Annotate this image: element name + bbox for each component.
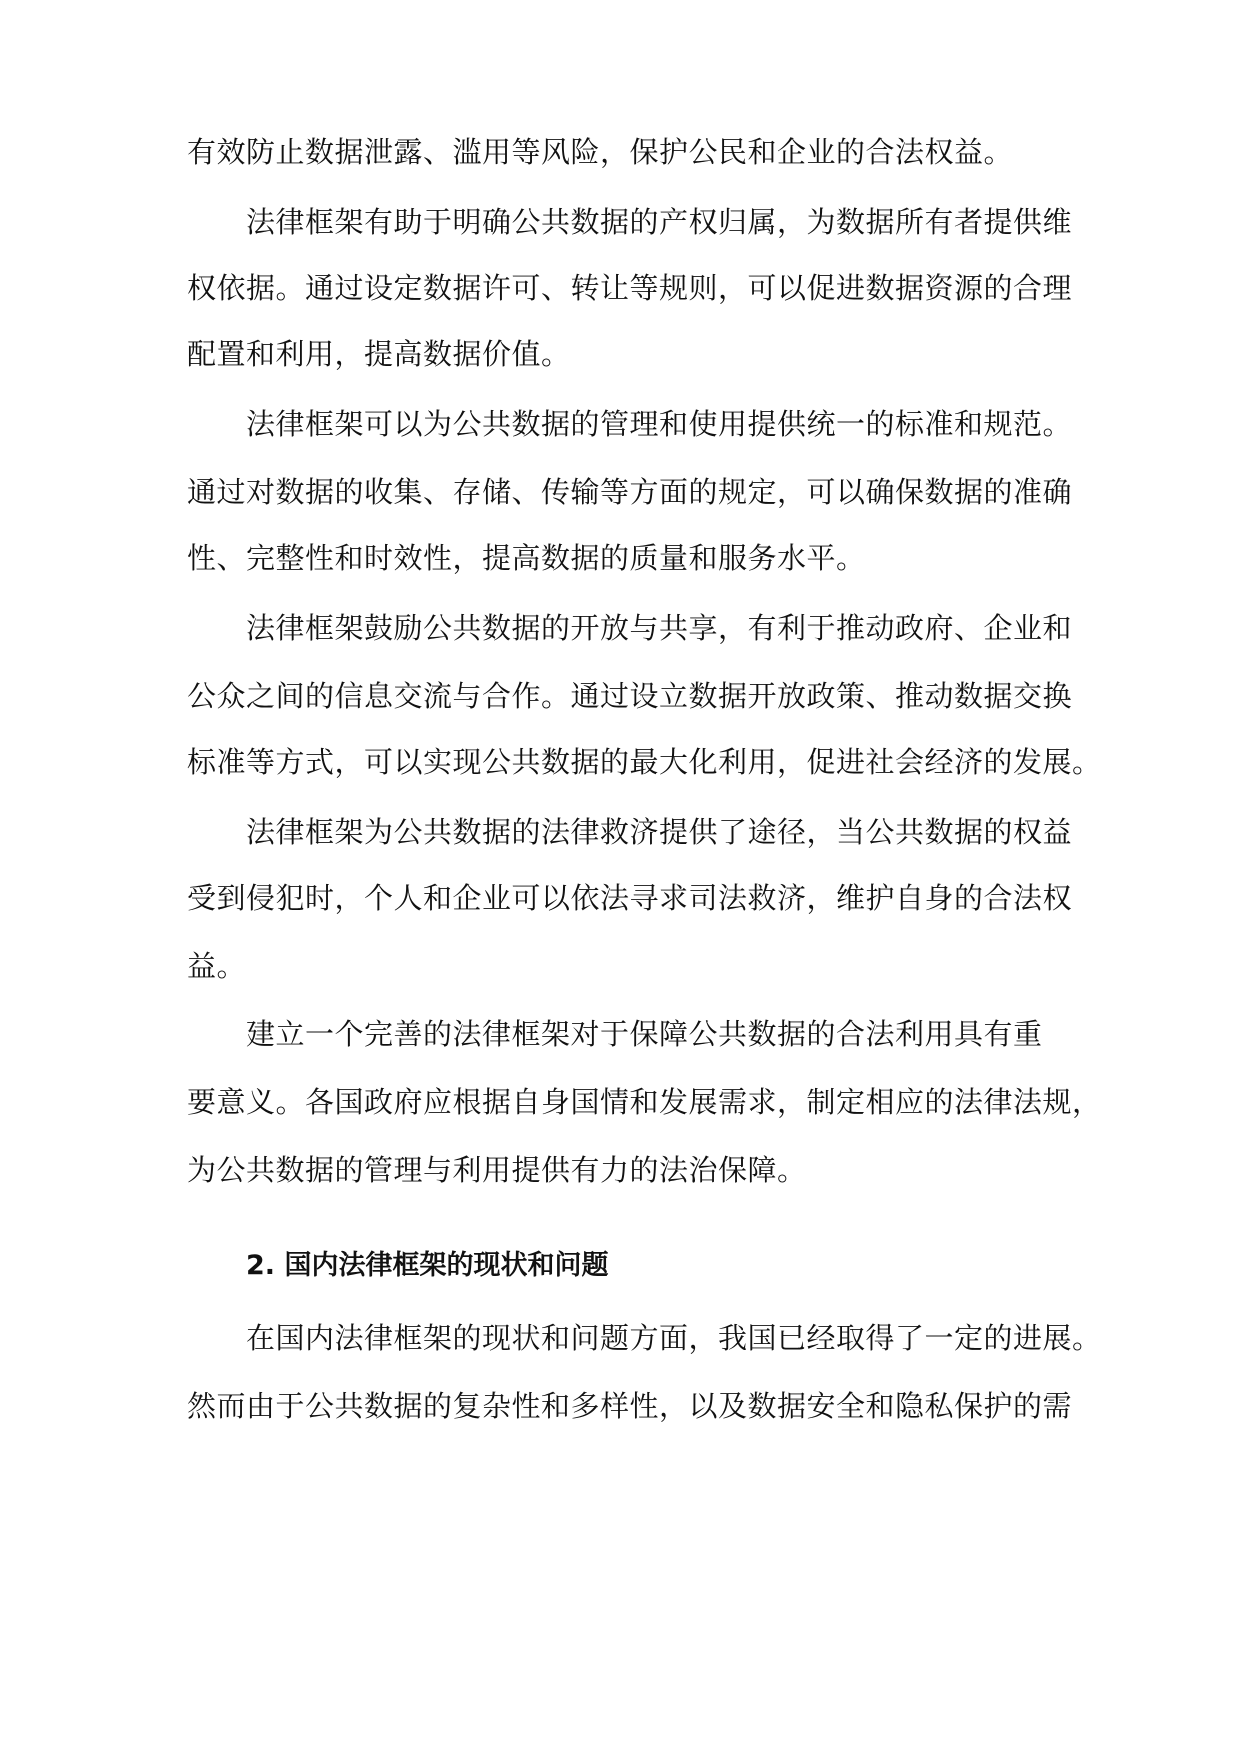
paragraph-line: 公众之间的信息交流与合作。通过设立数据开放政策、推动数据交换	[187, 679, 1073, 713]
paragraph-line: 建立一个完善的法律框架对于保障公共数据的合法利用具有重	[246, 1017, 1043, 1051]
paragraph-line: 为公共数据的管理与利用提供有力的法治保障。	[187, 1153, 807, 1187]
paragraph-line: 配置和利用，提高数据价值。	[187, 337, 571, 371]
paragraph-line: 在国内法律框架的现状和问题方面，我国已经取得了一定的进展。	[246, 1321, 1102, 1355]
paragraph-line: 法律框架有助于明确公共数据的产权归属，为数据所有者提供维	[246, 205, 1073, 239]
paragraph-line: 然而由于公共数据的复杂性和多样性，以及数据安全和隐私保护的需	[187, 1389, 1073, 1423]
paragraph-line: 性、完整性和时效性，提高数据的质量和服务水平。	[187, 541, 866, 575]
paragraph-line: 有效防止数据泄露、滥用等风险，保护公民和企业的合法权益。	[187, 135, 1014, 169]
paragraph-line: 法律框架可以为公共数据的管理和使用提供统一的标准和规范。	[246, 407, 1073, 441]
paragraph-line: 权依据。通过设定数据许可、转让等规则，可以促进数据资源的合理	[187, 271, 1073, 305]
paragraph-line: 通过对数据的收集、存储、传输等方面的规定，可以确保数据的准确	[187, 475, 1073, 509]
paragraph-line: 标准等方式，可以实现公共数据的最大化利用，促进社会经济的发展。	[187, 745, 1102, 779]
paragraph-line: 要意义。各国政府应根据自身国情和发展需求，制定相应的法律法规，	[187, 1085, 1102, 1119]
section-heading: 2. 国内法律框架的现状和问题	[246, 1250, 609, 1281]
paragraph-line: 受到侵犯时，个人和企业可以依法寻求司法救济，维护自身的合法权	[187, 881, 1073, 915]
paragraph-line: 法律框架鼓励公共数据的开放与共享，有利于推动政府、企业和	[246, 611, 1073, 645]
paragraph-line: 益。	[187, 949, 247, 983]
paragraph-line: 法律框架为公共数据的法律救济提供了途径，当公共数据的权益	[246, 815, 1073, 849]
